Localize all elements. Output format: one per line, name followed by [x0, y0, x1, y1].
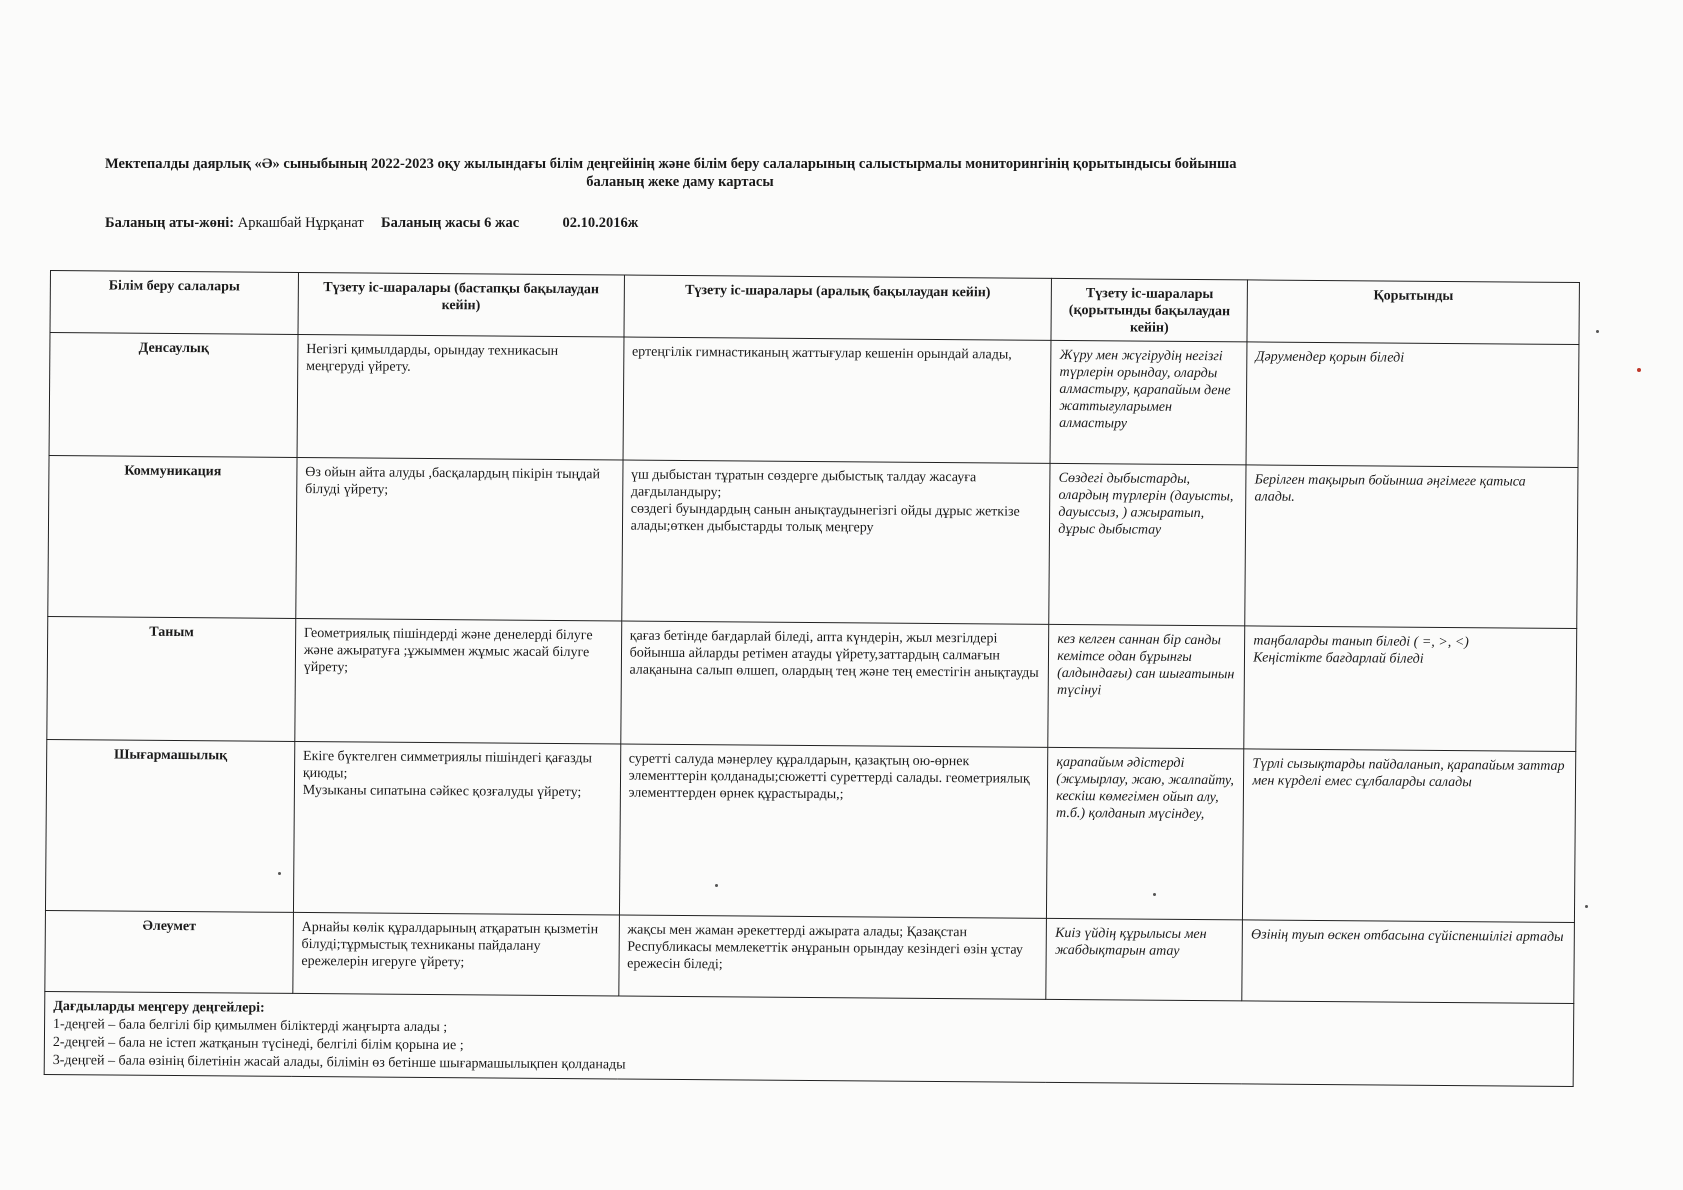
- final-cell: Жүру мен жүгірудің негізгі түрлерін орындау, оларды алмастыру, қарапайым дене жаттығуларымен алмастыру: [1050, 340, 1247, 465]
- levels-row: [44, 991, 1574, 1086]
- level-item: 3-деңгей – бала өзінің білетінін жасай алады, білімін өз бетінше шығармашылықпен қолданады: [52, 1053, 626, 1073]
- table-row: [45, 910, 1575, 1003]
- scan-speck: [1596, 330, 1599, 333]
- header-conclusion: Қорытынды: [1247, 280, 1579, 345]
- area-cell: Әлеумет: [45, 910, 293, 993]
- initial-cell: [293, 741, 620, 915]
- initial-line: Екіге бүктелген симметриялы пішіндегі қағазды қиюды;: [302, 749, 592, 782]
- table-row: [48, 455, 1578, 628]
- document-title: [105, 155, 1405, 191]
- header-final: Түзету іс-шаралары (қорытынды бақылаудан кейін): [1051, 278, 1247, 342]
- header-initial: Түзету іс-шаралары (бастапқы бақылаудан кейін): [298, 272, 624, 337]
- child-name-value: Аркашбай Нұрқанат: [237, 215, 364, 231]
- table-row: [45, 739, 1575, 922]
- conclusion-cell: [1244, 626, 1577, 752]
- initial-cell: Өз ойын айта алуды ,басқалардың пікірін тыңдай білуді үйрету;: [296, 457, 623, 621]
- level-item: 1-деңгей – бала белгілі бір қимылмен біліктерді жаңғырта алады ;: [53, 1017, 448, 1036]
- conclusion-line: Кеңістікте бағдарлай біледі: [1253, 650, 1424, 667]
- intermediate-cell: қағаз бетінде бағдарлай біледі, апта күндерін, жыл мезгілдері бойынша айларды ретімен атауды үйрету,заттардың салмағын алақанына салып өлшеп, олардың тең және тең еместігін анықтауды: [620, 621, 1049, 747]
- final-cell: Сөздегі дыбыстарды, олардың түрлерін (дауысты, дауыссыз, ) ажыратып, дұрыс дыбыстау: [1049, 463, 1246, 626]
- table-row: [47, 616, 1577, 751]
- area-cell: Денсаулық: [49, 333, 298, 458]
- child-birth-date: 02.10.2016ж: [562, 215, 639, 231]
- header-areas: Білім беру салалары: [50, 271, 298, 335]
- area-cell: Шығармашылық: [45, 739, 294, 912]
- scan-speck: [278, 872, 281, 875]
- area-cell: Коммуникация: [48, 455, 297, 618]
- scan-speck: [715, 884, 718, 887]
- intermediate-cell: ертеңгілік гимнастиканың жаттығулар кешенін орындай алады,: [623, 337, 1052, 463]
- intermediate-line: үш дыбыстан тұратын сөздерге дыбыстық талдау жасауға дағдыландыру;: [630, 467, 977, 501]
- scan-speck: [1637, 368, 1641, 372]
- conclusion-cell: Берілген тақырып бойынша әңгімеге қатыса алады.: [1245, 465, 1578, 629]
- levels-title: Дағдыларды меңгеру деңгейлері:: [53, 999, 265, 1016]
- level-item: 2-деңгей – бала не істеп жатқанын түсінеді, белгілі білім қорына ие ;: [52, 1035, 464, 1054]
- conclusion-cell: Түрлі сызықтарды пайдаланып, қарапайым заттар мен күрделі емес сұлбаларды салады: [1243, 749, 1576, 923]
- title-line-1: Мектепалды даярлық «Ә» сыныбының 2022-2023 оқу жылындағы білім деңгейінің және білім беру салаларының салыстырмалы мониторингінің қорытындысы бойынша: [105, 156, 1237, 172]
- conclusion-cell: Өзінің туып өскен отбасына сүйіспеншілігі артады: [1242, 920, 1574, 1004]
- intermediate-cell: [621, 460, 1050, 624]
- initial-cell: Геометриялық пішіндерді және денелерді білуге және ажыратуға ;ұжыммен жұмыс жасай білуге үйрету;: [295, 618, 622, 744]
- table-row: [49, 333, 1579, 468]
- conclusion-line: таңбаларды танып біледі ( =, >, <): [1253, 633, 1469, 651]
- initial-cell: Арнайы көлік құралдарының атқаратын қызметін білуді;тұрмыстық техниканы пайдалану ережелерін игеруге үйрету;: [293, 912, 619, 996]
- intermediate-cell: суретті салуда мәнерлеу құралдарын, қазақтың ою-өрнек элементтерін қолданады;сюжетті суреттерді салады. геометриялық элементтерден өрнек құрастырады,;: [619, 744, 1048, 918]
- header-intermediate: Түзету іс-шаралары (аралық бақылаудан кейін): [624, 275, 1052, 340]
- area-cell: Таным: [47, 616, 296, 741]
- title-line-2: баланың жеке даму картасы: [586, 174, 774, 190]
- child-age-label: Баланың жасы: [380, 215, 481, 231]
- final-cell: кез келген саннан бір санды кемітсе одан бұрынғы (алдындағы) сан шығатынын түсінуі: [1048, 624, 1245, 749]
- levels-cell: [44, 991, 1574, 1086]
- child-age-value: 6 жас: [484, 215, 520, 231]
- child-info: [105, 215, 638, 232]
- final-cell: қарапайым әдістерді (жұмырлау, жаю, жалпайту, кескіш көмегімен ойып алу, т.б.) қолданып мүсіндеу,: [1047, 747, 1244, 920]
- intermediate-cell: жақсы мен жаман әрекеттерді ажырата алады; Қазақстан Республикасы мемлекеттік әнұранын орындау кезіндегі өзін ұстау ережесін біледі;: [618, 915, 1046, 999]
- monitoring-table: [44, 270, 1580, 1087]
- child-name-label: Баланың аты-жөні:: [105, 215, 235, 231]
- final-cell: Киіз үйдің құрылысы мен жабдықтарын атау: [1046, 918, 1243, 1001]
- initial-line: Музыканы сипатына сәйкес қозғалуды үйрету;: [302, 783, 582, 801]
- intermediate-line: сөздегі буындардың санын анықтаудынегізгі ойды дұрыс жеткізе алады;өткен дыбыстарды толық меңгеру: [630, 501, 1020, 536]
- conclusion-cell: Дәрумендер қорын біледі: [1246, 342, 1579, 468]
- scan-speck: [1585, 905, 1588, 908]
- initial-cell: Негізгі қимылдарды, орындау техникасын меңгеруді үйрету.: [297, 334, 624, 460]
- scan-speck: [1153, 893, 1156, 896]
